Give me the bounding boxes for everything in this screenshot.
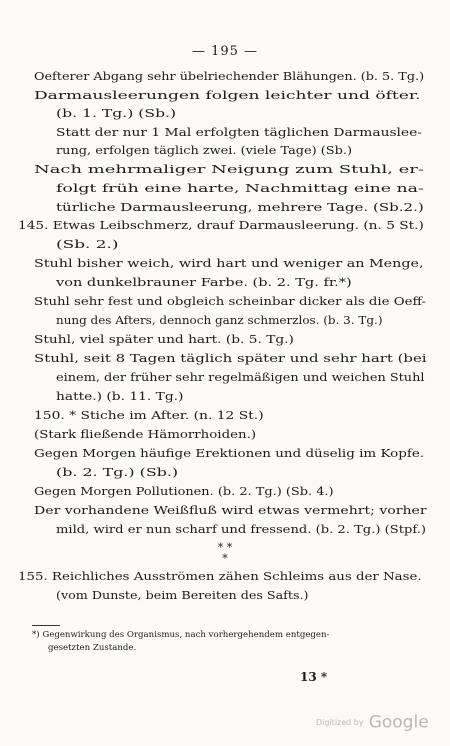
text-line: Gegen Morgen häufige Erektionen und düselig im Kopfe. bbox=[34, 447, 425, 460]
text-line: 145. Etwas Leibschmerz, drauf Darmausleerung. (n. 5 St.) bbox=[18, 219, 424, 232]
text-line: Stuhl sehr fest und obgleich scheinbar dicker als die Oeff- bbox=[34, 295, 426, 308]
text-line: Stuhl bisher weich, wird hart und weniger an Menge, bbox=[34, 257, 424, 270]
text-line: türliche Darmausleerung, mehrere Tage. (Sb.2.) bbox=[56, 201, 424, 214]
text-line: Darmausleerungen folgen leichter und öfter. bbox=[34, 89, 421, 102]
text-line: 150. * Stiche im After. (n. 12 St.) bbox=[34, 409, 264, 422]
text-line: Nach mehrmaliger Neigung zum Stuhl, er- bbox=[34, 163, 424, 176]
text-line: hatte.) (b. 11. Tg.) bbox=[56, 390, 184, 403]
text-line: Gegen Morgen Pollutionen. (b. 2. Tg.) (Sb. 4.) bbox=[34, 485, 334, 498]
text-line: Der vorhandene Weißfluß wird etwas vermehrt; vorher bbox=[34, 504, 427, 517]
text-line: einem, der früher sehr regelmäßigen und weichen Stuhl bbox=[56, 371, 425, 384]
text-line: (b. 1. Tg.) (Sb.) bbox=[56, 107, 177, 120]
text-line: (b. 2. Tg.) (Sb.) bbox=[56, 466, 179, 479]
text-line: Statt der nur 1 Mal erfolgten täglichen Darmauslee- bbox=[56, 126, 422, 139]
footnote-line: gesetzten Zustande. bbox=[48, 643, 137, 653]
separator-star: * bbox=[222, 552, 228, 565]
text-line: Oefterer Abgang sehr übelriechender Blähungen. (b. 5. Tg.) bbox=[34, 70, 425, 83]
text-line: mild, wird er nun scharf und fressend. (b. 2. Tg.) (Stpf.) bbox=[56, 523, 427, 536]
text-line: von dunkelbrauner Farbe. (b. 2. Tg. fr.*) bbox=[56, 276, 352, 289]
google-watermark bbox=[316, 712, 429, 733]
text-line: 155. Reichliches Ausströmen zähen Schleims aus der Nase. bbox=[18, 570, 422, 583]
text-line: folgt früh eine harte, Nachmittag eine na- bbox=[56, 182, 424, 195]
watermark-prefix: Digitized by bbox=[316, 718, 364, 727]
text-line: nung des Afters, dennoch ganz schmerzlos. (b. 3. Tg.) bbox=[56, 314, 383, 327]
watermark-brand: Google bbox=[368, 712, 429, 733]
page-number: — 195 — bbox=[191, 44, 259, 59]
text-line: (Sb. 2.) bbox=[56, 238, 119, 251]
separator-stars: * * bbox=[217, 541, 233, 554]
text-line: (Stark fließende Hämorrhoiden.) bbox=[34, 428, 257, 441]
text-line: Stuhl, viel später und hart. (b. 5. Tg.) bbox=[34, 333, 294, 346]
text-line: rung, erfolgen täglich zwei. (viele Tage) (Sb.) bbox=[56, 144, 353, 157]
text-line: Stuhl, seit 8 Tagen täglich später und sehr hart (bei bbox=[34, 352, 427, 365]
signature-mark: 13 * bbox=[300, 670, 328, 684]
footnote-line: *) Gegenwirkung des Organismus, nach vorhergehendem entgegen- bbox=[32, 630, 330, 640]
text-line: (vom Dunste, beim Bereiten des Safts.) bbox=[56, 589, 309, 602]
footnote-rule bbox=[32, 625, 60, 626]
